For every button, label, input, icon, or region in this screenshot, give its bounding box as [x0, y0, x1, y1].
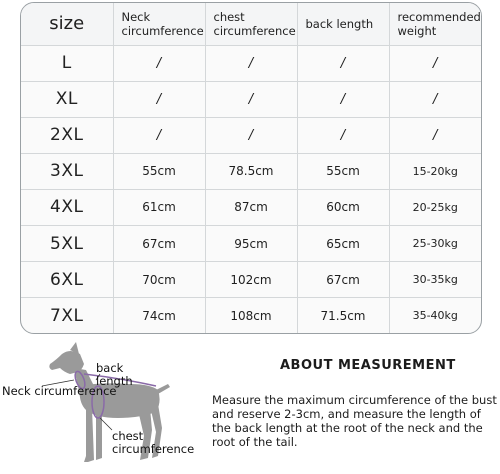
table-row	[21, 225, 481, 261]
header-size: size	[21, 3, 113, 45]
back-cell: 55cm	[297, 153, 389, 189]
size-cell: 2XL	[21, 117, 113, 153]
weight-cell: /	[389, 117, 481, 153]
back-length-label: back length	[96, 361, 133, 388]
weight-cell: 35-40kg	[389, 298, 481, 333]
table-row	[21, 117, 481, 153]
size-cell: 5XL	[21, 225, 113, 261]
neck-cell: 70cm	[113, 262, 205, 298]
neck-cell: /	[113, 117, 205, 153]
back-cell: /	[297, 81, 389, 117]
weight-cell: /	[389, 45, 481, 81]
size-chart-table	[20, 2, 482, 334]
neck-cell: 61cm	[113, 189, 205, 225]
weight-cell: 30-35kg	[389, 262, 481, 298]
weight-cell: 25-30kg	[389, 225, 481, 261]
back-cell: 65cm	[297, 225, 389, 261]
neck-cell: /	[113, 45, 205, 81]
size-chart-header-row	[21, 3, 481, 45]
header-chest: chest circumference	[205, 3, 297, 45]
size-cell: XL	[21, 81, 113, 117]
neck-cell: 67cm	[113, 225, 205, 261]
table-row	[21, 81, 481, 117]
chest-cell: /	[205, 45, 297, 81]
table-row	[21, 153, 481, 189]
size-cell: L	[21, 45, 113, 81]
chest-cell: /	[205, 117, 297, 153]
table-row	[21, 45, 481, 81]
header-neck: Neck circumference	[113, 3, 205, 45]
size-cell: 3XL	[21, 153, 113, 189]
chest-cell: 108cm	[205, 298, 297, 333]
size-cell: 7XL	[21, 298, 113, 333]
neck-cell: 55cm	[113, 153, 205, 189]
weight-cell: /	[389, 81, 481, 117]
back-cell: 71.5cm	[297, 298, 389, 333]
weight-cell: 20-25kg	[389, 189, 481, 225]
size-cell: 6XL	[21, 262, 113, 298]
table-row	[21, 262, 481, 298]
about-measurement-text: Measure the maximum circumference of the bust and reserve 2-3cm, and measure the length of the back length at the root of the neck and the root of the tail.	[212, 393, 497, 449]
neck-cell: /	[113, 81, 205, 117]
about-measurement-title: ABOUT MEASUREMENT	[280, 358, 456, 373]
chest-cell: 78.5cm	[205, 153, 297, 189]
neck-cell: 74cm	[113, 298, 205, 333]
neck-circumference-label: Neck circumference	[2, 384, 117, 398]
table-row	[21, 189, 481, 225]
table-row	[21, 298, 481, 333]
back-cell: /	[297, 45, 389, 81]
chest-cell: 87cm	[205, 189, 297, 225]
header-weight: recommended weight	[389, 3, 481, 45]
back-cell: 67cm	[297, 262, 389, 298]
back-cell: 60cm	[297, 189, 389, 225]
header-back-length: back length	[297, 3, 389, 45]
weight-cell: 15-20kg	[389, 153, 481, 189]
chest-cell: 102cm	[205, 262, 297, 298]
chest-cell: /	[205, 81, 297, 117]
back-cell: /	[297, 117, 389, 153]
chest-circumference-label: chest circumference	[112, 429, 195, 456]
chest-cell: 95cm	[205, 225, 297, 261]
size-cell: 4XL	[21, 189, 113, 225]
dog-measurement-diagram	[0, 340, 240, 470]
